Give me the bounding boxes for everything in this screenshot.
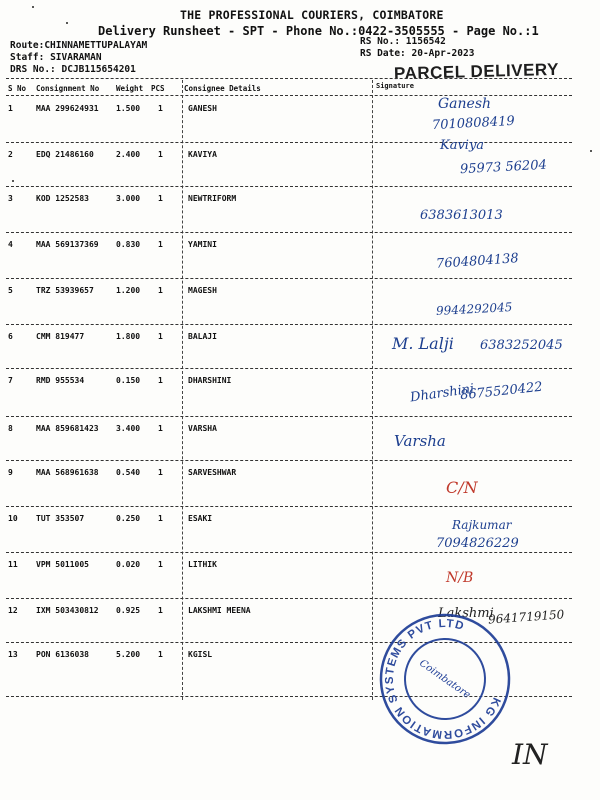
row-sno: 3 bbox=[8, 194, 13, 203]
row-weight: 0.250 bbox=[116, 514, 141, 523]
row-consignee: DHARSHINI bbox=[188, 376, 232, 385]
row-signature: Lakshmi bbox=[438, 606, 494, 621]
row-pcs: 1 bbox=[158, 286, 163, 295]
route-label: Route: bbox=[10, 40, 45, 51]
row-divider bbox=[6, 324, 572, 325]
row-divider bbox=[6, 506, 572, 507]
row-consignment: PON 6136038 bbox=[36, 650, 89, 659]
row-signature-note: 95973 56204 bbox=[459, 157, 548, 178]
company-title: THE PROFESSIONAL COURIERS, COIMBATORE bbox=[180, 8, 444, 22]
scan-speck bbox=[66, 22, 68, 24]
row-consignee: ESAKI bbox=[188, 514, 213, 523]
row-weight: 2.400 bbox=[116, 150, 141, 159]
row-pcs: 1 bbox=[158, 240, 163, 249]
row-consignee: LITHIK bbox=[188, 560, 217, 569]
drs-line bbox=[10, 64, 136, 75]
row-consignment: EDQ 21486160 bbox=[36, 150, 94, 159]
table-row bbox=[0, 510, 600, 556]
table-top-rule bbox=[6, 78, 572, 79]
row-pcs: 1 bbox=[158, 468, 163, 477]
row-consignment: TRZ 53939657 bbox=[36, 286, 94, 295]
rs-date-line bbox=[360, 48, 474, 59]
rs-no-label: RS No.: bbox=[360, 36, 401, 47]
row-divider bbox=[6, 278, 572, 279]
row-weight: 0.925 bbox=[116, 606, 141, 615]
row-consignee: YAMINI bbox=[188, 240, 217, 249]
parcel-delivery-stamp: PARCEL DELIVERY bbox=[393, 59, 560, 84]
scan-speck bbox=[590, 150, 592, 152]
table-row bbox=[0, 282, 600, 328]
row-signature-note: 9944292045 bbox=[435, 300, 513, 318]
row-sno: 2 bbox=[8, 150, 13, 159]
row-signature-note: 8675520422 bbox=[459, 379, 544, 404]
row-sno: 12 bbox=[8, 606, 18, 615]
row-weight: 0.830 bbox=[116, 240, 141, 249]
row-sno: 10 bbox=[8, 514, 18, 523]
table-row bbox=[0, 96, 600, 146]
row-signature-note: 6383613013 bbox=[420, 208, 503, 223]
row-weight: 1.200 bbox=[116, 286, 141, 295]
row-pcs: 1 bbox=[158, 104, 163, 113]
col-signature-header: Signature bbox=[376, 82, 414, 90]
row-divider bbox=[6, 232, 572, 233]
seal-inner-text: Coimbatore bbox=[417, 657, 473, 701]
col-sno-header: S No bbox=[8, 84, 27, 93]
row-signature: Rajkumar bbox=[452, 518, 512, 532]
row-divider bbox=[6, 598, 572, 599]
row-pcs: 1 bbox=[158, 194, 163, 203]
table-row bbox=[0, 190, 600, 236]
route-line bbox=[10, 40, 147, 51]
row-divider bbox=[6, 186, 572, 187]
row-pcs: 1 bbox=[158, 606, 163, 615]
row-pcs: 1 bbox=[158, 332, 163, 341]
drs-value: DCJB115654201 bbox=[61, 64, 136, 75]
row-consignment: TUT 353507 bbox=[36, 514, 85, 523]
row-signature-note: 7010808419 bbox=[431, 113, 516, 134]
row-signature-note: 7604804138 bbox=[435, 251, 520, 272]
row-weight: 3.400 bbox=[116, 424, 141, 433]
row-weight: 0.540 bbox=[116, 468, 141, 477]
row-weight: 1.800 bbox=[116, 332, 141, 341]
row-signature: Ganesh bbox=[438, 96, 492, 112]
row-signature-note: 7094826229 bbox=[436, 536, 519, 551]
row-sno: 7 bbox=[8, 376, 13, 385]
row-signature-note: N/B bbox=[446, 570, 474, 586]
row-sno: 1 bbox=[8, 104, 13, 113]
row-divider bbox=[6, 368, 572, 369]
row-consignee: NEWTRIFORM bbox=[188, 194, 237, 203]
row-signature: Kaviya bbox=[440, 138, 485, 153]
row-signature: Varsha bbox=[394, 432, 446, 450]
col-consignment-header: Consignment No bbox=[36, 84, 100, 93]
row-divider bbox=[6, 460, 572, 461]
row-consignment: KOD 1252583 bbox=[36, 194, 89, 203]
row-weight: 1.500 bbox=[116, 104, 141, 113]
row-pcs: 1 bbox=[158, 650, 163, 659]
row-consignment: MAA 569137369 bbox=[36, 240, 99, 249]
row-sno: 13 bbox=[8, 650, 18, 659]
rs-no-value: 1156542 bbox=[405, 36, 446, 47]
row-sno: 8 bbox=[8, 424, 13, 433]
row-sno: 4 bbox=[8, 240, 13, 249]
row-divider bbox=[6, 142, 572, 143]
row-consignment: MAA 568961638 bbox=[36, 468, 99, 477]
row-consignment: VPM 5011005 bbox=[36, 560, 89, 569]
row-divider bbox=[6, 416, 572, 417]
row-consignment: CMM 819477 bbox=[36, 332, 85, 341]
scan-speck bbox=[32, 6, 34, 8]
row-pcs: 1 bbox=[158, 560, 163, 569]
table-row bbox=[0, 464, 600, 510]
row-consignment: MAA 859681423 bbox=[36, 424, 99, 433]
row-consignee: VARSHA bbox=[188, 424, 217, 433]
rs-date-label: RS Date: bbox=[360, 48, 406, 59]
rs-date-value: 20-Apr-2023 bbox=[411, 48, 475, 59]
row-sno: 9 bbox=[8, 468, 13, 477]
row-consignee: KAVIYA bbox=[188, 150, 217, 159]
row-signature: Dharshini bbox=[409, 381, 476, 406]
seal-outer-text: KG INFORMATION SYSTEMS PVT LTD bbox=[383, 617, 503, 741]
table-row bbox=[0, 236, 600, 282]
row-consignee: GANESH bbox=[188, 104, 217, 113]
route-value: CHINNAMETTUPALAYAM bbox=[44, 40, 148, 51]
drs-label: DRS No.: bbox=[10, 64, 56, 75]
rs-no-line bbox=[360, 36, 446, 47]
col-pcs-header: PCS bbox=[151, 84, 165, 93]
row-sno: 6 bbox=[8, 332, 13, 341]
table-row bbox=[0, 556, 600, 602]
row-weight: 0.020 bbox=[116, 560, 141, 569]
table-row bbox=[0, 372, 600, 418]
runsheet-subtitle: Delivery Runsheet - SPT - Phone No.:0422-3505555 - Page No.:1 bbox=[98, 24, 539, 38]
row-sno: 5 bbox=[8, 286, 13, 295]
scan-speck bbox=[12, 180, 14, 182]
row-signature-note: C/N bbox=[446, 478, 478, 497]
company-seal-stamp bbox=[378, 612, 512, 746]
col-consignee-header: Consignee Details bbox=[184, 84, 261, 93]
footer-handwritten-mark: IN bbox=[512, 738, 548, 771]
row-consignee: BALAJI bbox=[188, 332, 217, 341]
row-consignee: SARVESHWAR bbox=[188, 468, 237, 477]
row-weight: 3.000 bbox=[116, 194, 141, 203]
row-signature-note: 6383252045 bbox=[480, 338, 563, 353]
row-pcs: 1 bbox=[158, 514, 163, 523]
staff-label: Staff: bbox=[10, 52, 45, 63]
row-consignment: RMD 955534 bbox=[36, 376, 85, 385]
row-pcs: 1 bbox=[158, 424, 163, 433]
row-weight: 0.150 bbox=[116, 376, 141, 385]
col-weight-header: Weight bbox=[116, 84, 144, 93]
row-consignee: MAGESH bbox=[188, 286, 217, 295]
row-consignee: KGISL bbox=[188, 650, 213, 659]
row-signature: M. Lalji bbox=[392, 334, 454, 353]
row-sno: 11 bbox=[8, 560, 18, 569]
row-signature-note: 9641719150 bbox=[487, 607, 565, 627]
row-weight: 5.200 bbox=[116, 650, 141, 659]
staff-value: SIVARAMAN bbox=[50, 52, 102, 63]
staff-line bbox=[10, 52, 102, 63]
row-pcs: 1 bbox=[158, 150, 163, 159]
row-divider bbox=[6, 552, 572, 553]
row-pcs: 1 bbox=[158, 376, 163, 385]
row-consignment: MAA 299624931 bbox=[36, 104, 99, 113]
row-consignment: IXM 503430812 bbox=[36, 606, 99, 615]
row-consignee: LAKSHMI MEENA bbox=[188, 606, 251, 615]
